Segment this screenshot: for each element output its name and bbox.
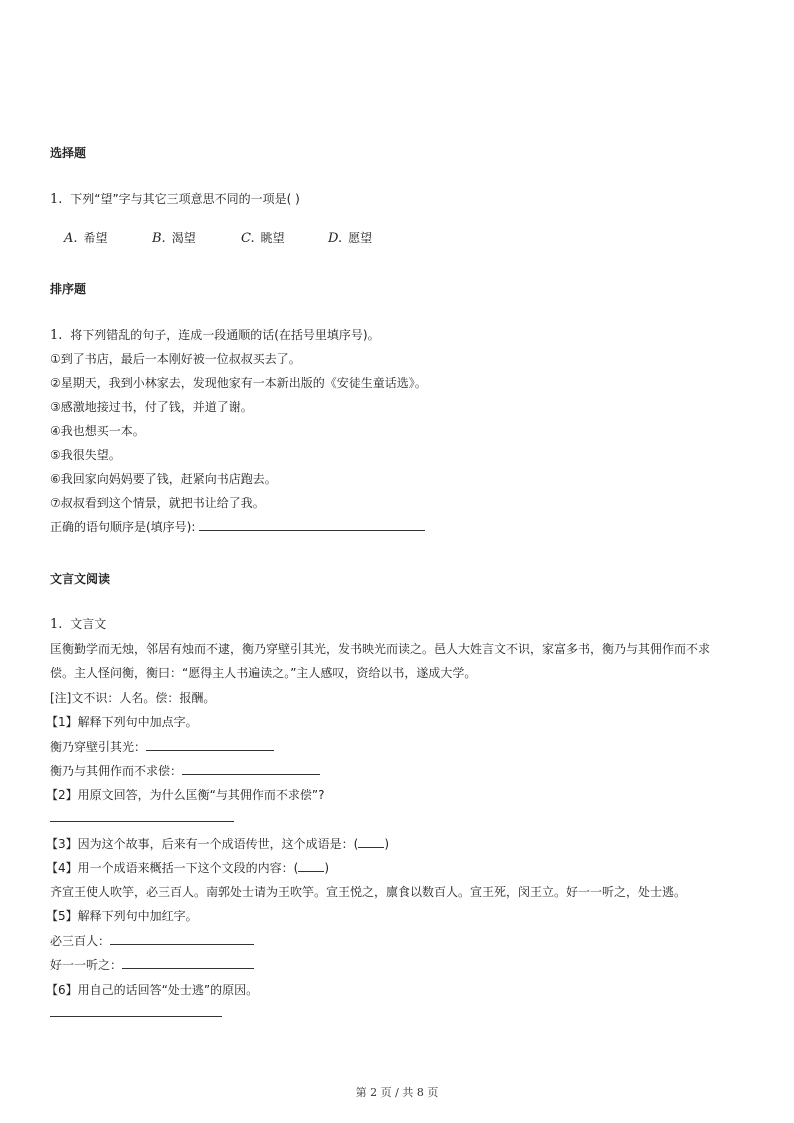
option-a bbox=[64, 229, 108, 246]
option-letter: A. bbox=[64, 231, 78, 246]
sub-question-1b bbox=[50, 762, 320, 779]
answer-blank-long[interactable] bbox=[50, 811, 234, 825]
option-b bbox=[152, 229, 196, 246]
option-c bbox=[241, 229, 285, 246]
passage-note: [注]文不识：人名。偿：报酬。 bbox=[50, 691, 216, 705]
question-title: 文言文 bbox=[70, 617, 107, 631]
sub-question-5b bbox=[50, 956, 254, 973]
sub-question-2: 【2】用原文回答，为什么匡衡“与其佣作而不求偿”? bbox=[46, 788, 325, 802]
question-number: 1. bbox=[50, 192, 63, 207]
paren-close: ) bbox=[384, 837, 390, 851]
prompt-text: 必三百人： bbox=[50, 934, 111, 948]
passage-line: 匡衡勤学而无烛，邻居有烛而不逮，衡乃穿壁引其光，发书映光而读之。邑人大姓言文不识，家富多书，衡乃与其佣作而不求 bbox=[50, 642, 711, 656]
option-letter: D. bbox=[328, 231, 343, 246]
question-1-stem bbox=[50, 190, 300, 207]
option-text: 渴望 bbox=[171, 231, 196, 245]
question-text: 下列“望”字与其它三项意思不同的一项是( ) bbox=[70, 192, 300, 206]
paren-close: ) bbox=[324, 861, 330, 875]
answer-blank[interactable] bbox=[50, 811, 234, 822]
sub-question-1a bbox=[50, 738, 274, 755]
sentence-item: ②星期天，我到小林家去，发现他家有一本新出版的《安徒生童话选》。 bbox=[50, 376, 427, 390]
sentence-item: ③感激地接过书，付了钱，并道了谢。 bbox=[50, 400, 253, 414]
sub-question-4 bbox=[46, 859, 329, 876]
answer-blank[interactable] bbox=[110, 934, 254, 945]
sub-question-5a bbox=[50, 932, 254, 949]
passage-line: 齐宣王使人吹竽，必三百人。南郭处士请为王吹竽。宣王悦之，廪食以数百人。宣王死，闵王立。好一一听之，处士逃。 bbox=[50, 885, 687, 899]
option-text: 希望 bbox=[83, 231, 108, 245]
question-2-stem bbox=[50, 326, 380, 343]
option-text: 眺望 bbox=[260, 231, 285, 245]
answer-blank[interactable] bbox=[298, 861, 324, 872]
answer-blank[interactable] bbox=[182, 764, 320, 775]
sub-question-6: 【6】用自己的话回答“处士逃”的原因。 bbox=[46, 983, 259, 997]
question-number: 1. bbox=[50, 617, 63, 632]
sub-question-5: 【5】解释下列句中加红字。 bbox=[46, 909, 198, 923]
option-letter: B. bbox=[152, 231, 166, 246]
section-title-order: 排序题 bbox=[50, 282, 87, 296]
sub-question-1: 【1】解释下列句中加点字。 bbox=[46, 715, 198, 729]
prompt-text: 衡乃穿壁引其光： bbox=[50, 740, 147, 754]
question-number: 1. bbox=[50, 328, 63, 343]
option-letter: C. bbox=[241, 231, 255, 246]
sentence-item: ⑦叔叔看到这个情景，就把书让给了我。 bbox=[50, 496, 265, 510]
answer-row bbox=[50, 518, 425, 535]
section-title-classical: 文言文阅读 bbox=[50, 572, 111, 586]
sub-question-3 bbox=[46, 835, 389, 852]
prompt-text: 【3】因为这个故事，后来有一个成语传世，这个成语是：( bbox=[46, 837, 359, 851]
prompt-text: 好一一听之： bbox=[50, 958, 123, 972]
answer-blank[interactable] bbox=[146, 740, 274, 751]
page-footer: 第 2 页 / 共 8 页 bbox=[355, 1086, 439, 1099]
sentence-item: ①到了书店，最后一本刚好被一位叔叔买去了。 bbox=[50, 352, 301, 366]
question-3-stem bbox=[50, 615, 106, 632]
answer-blank[interactable] bbox=[199, 520, 425, 531]
answer-blank-long[interactable] bbox=[50, 1006, 222, 1020]
option-d bbox=[328, 229, 372, 246]
answer-blank[interactable] bbox=[358, 837, 384, 848]
passage-line: 偿。主人怪问衡，衡曰：“愿得主人书遍读之。”主人感叹，资给以书，遂成大学。 bbox=[50, 666, 477, 680]
question-text: 将下列错乱的句子，连成一段通顺的话(在括号里填序号)。 bbox=[70, 328, 380, 342]
sentence-item: ⑥我回家向妈妈要了钱，赶紧向书店跑去。 bbox=[50, 472, 277, 486]
section-title-choice: 选择题 bbox=[50, 146, 87, 160]
answer-blank[interactable] bbox=[122, 958, 254, 969]
prompt-text: 衡乃与其佣作而不求偿： bbox=[50, 764, 183, 778]
sentence-item: ⑤我很失望。 bbox=[50, 448, 121, 462]
answer-blank[interactable] bbox=[50, 1006, 222, 1017]
sentence-item: ④我也想买一本。 bbox=[50, 424, 145, 438]
prompt-text: 【4】用一个成语来概括一下这个文段的内容：( bbox=[46, 861, 299, 875]
option-text: 愿望 bbox=[348, 231, 373, 245]
answer-label: 正确的语句顺序是(填序号): bbox=[50, 520, 200, 534]
